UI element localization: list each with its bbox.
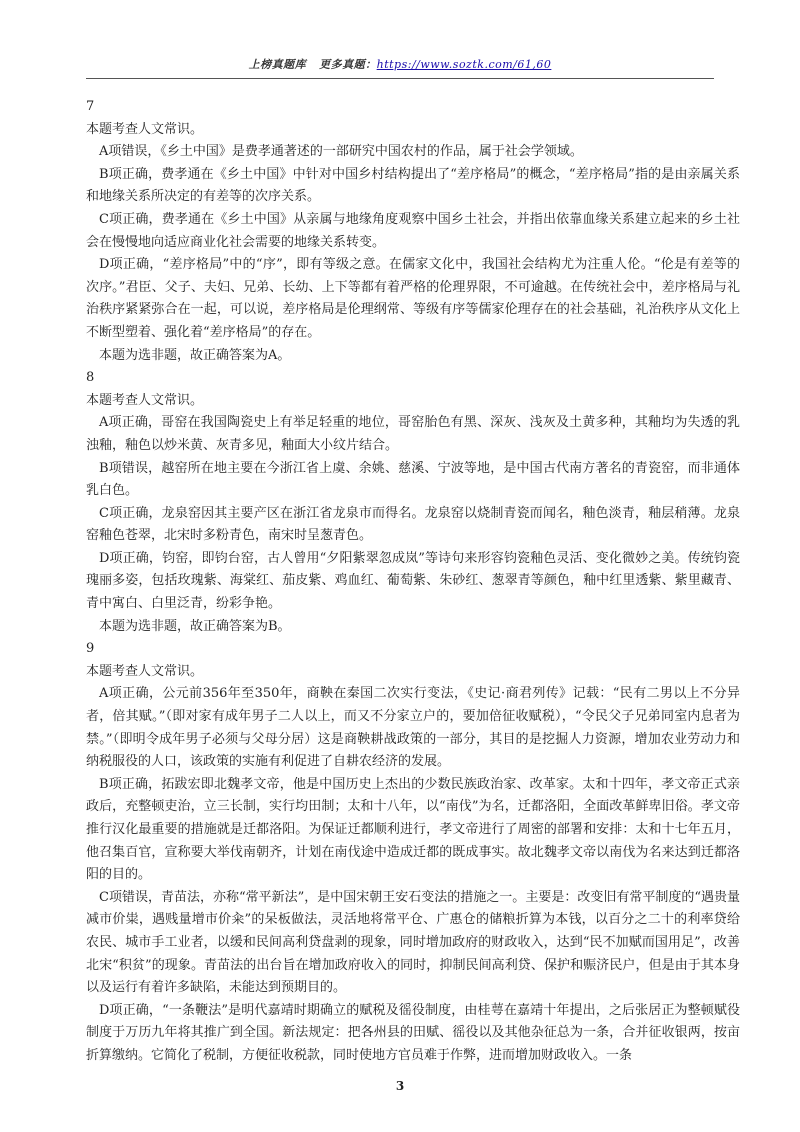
- question-number: 8: [86, 370, 95, 386]
- page-number: 3: [395, 1079, 405, 1093]
- header-url-link[interactable]: https://www.soztk.com/61,60: [376, 58, 552, 71]
- answer-paragraph: A项正确，哥窑在我国陶瓷史上有举足轻重的地位，哥窑胎色有黑、深灰、浅灰及土黄多种，其釉均为失透的乳浊釉，釉色以炒米黄、灰青多见，釉面大小纹片结合。: [86, 415, 740, 453]
- page-header: [0, 56, 800, 72]
- answer-paragraph: D项正确，“一条鞭法”是明代嘉靖时期确立的赋税及徭役制度，由桂萼在嘉靖十年提出，之后张居正为整顿赋役制度于万历九年将其推广到全国。新法规定：把各州县的田赋、徭役以及其他杂征总为一条，合并征收银两，按亩折算缴纳。它简化了税制，方便征收税款，同时使地方官员难于作弊，进而增加财政收入。一条: [86, 1002, 740, 1063]
- header-divider: [86, 78, 714, 79]
- question-intro: 本题考查人文常识。: [86, 663, 204, 679]
- answer-paragraph: C项正确，费孝通在《乡土中国》从亲属与地缘角度观察中国乡土社会，并指出依靠血缘关系建立起来的乡土社会在慢慢地向适应商业化社会需要的地缘关系转变。: [86, 211, 740, 250]
- answer-conclusion: 本题为选非题，故正确答案为B。: [99, 618, 291, 634]
- answer-paragraph: B项错误，越窑所在地主要在今浙江省上虞、余姚、慈溪、宁波等地，是中国古代南方著名的青瓷窑，而非通体乳白色。: [86, 460, 740, 499]
- answer-paragraph: C项错误，青苗法，亦称“常平新法”，是中国宋朝王安石变法的措施之一。主要是：改变旧有常平制度的“遇贵量减市价粜，遇贱量增市价籴”的呆板做法，灵活地将常平仓、广惠仓的储粮折算为本钱，以百分之二十的利率贷给农民、城市手工业者，以缓和民间高利贷盘剥的现象，同时增加政府的财政收入，达到“民不加赋而国用足”，改善北宋“积贫”的现象。青苗法的出台旨在增加政府收入的同时，抑制民间高利贷、保护和赈济民户，但是由于其本身以及运行有着许多缺陷，未能达到预期目的。: [86, 889, 740, 996]
- answer-paragraph: B项正确，费孝通在《乡土中国》中针对中国乡村结构提出了“差序格局”的概念，“差序格局”指的是由亲属关系和地缘关系所决定的有差等的次序关系。: [86, 166, 740, 205]
- answer-paragraph: A项错误，《乡土中国》是费孝通著述的一部研究中国农村的作品，属于社会学领域。: [99, 144, 583, 160]
- question-intro: 本题考查人文常识。: [86, 121, 204, 137]
- answer-paragraph: D项正确，钧窑，即钧台窑，古人曾用“夕阳紫翠忽成岚”等诗句来形容钧瓷釉色灵活、变化微妙之美。传统钧瓷瑰丽多姿，包括玫瑰紫、海棠红、茄皮紫、鸡血红、葡萄紫、朱砂红、葱翠青等颜色，釉中红里透紫、紫里藏青、青中寓白、白里泛青，纷彩争艳。: [86, 550, 740, 612]
- question-number: 7: [86, 99, 95, 114]
- answer-conclusion: 本题为选非题，故正确答案为A。: [99, 347, 291, 363]
- question-intro: 本题考查人文常识。: [86, 392, 204, 408]
- answer-paragraph: D项正确，“差序格局”中的“序”，即有等级之意。在儒家文化中，我国社会结构尤为注重人伦。“伦是有差等的次序。”君臣、父子、夫妇、兄弟、长幼、上下等都有着严格的伦理界限，不可逾越。在传统社会中，差序格局与礼治秩序紧紧弥合在一起，可以说，差序格局是伦理纲常、等级有序等儒家伦理存在的社会基础，礼治秩序从文化上不断型塑着、强化着“差序格局”的存在。: [86, 257, 740, 340]
- answer-paragraph: C项正确，龙泉窑因其主要产区在浙江省龙泉市而得名。龙泉窑以烧制青瓷而闻名，釉色淡青，釉层稍薄。龙泉窑釉色苍翠，北宋时多粉青色，南宋时呈葱青色。: [86, 505, 740, 544]
- question-number: 9: [86, 641, 95, 657]
- page-content: [86, 96, 740, 1068]
- answer-paragraph: A项正确，公元前356年至350年，商鞅在秦国二次实行变法，《史记·商君列传》记载：“民有二男以上不分异者，倍其赋。”（即对家有成年男子二人以上，而又不分家立户的，要加倍征收赋税），“令民父子兄弟同室内息者为禁。”（即明令成年男子必须与父母分居）这是商鞅耕战政策的一部分，其目的是挖掘人力资源，增加农业劳动力和纳税服役的人口，该政策的实施有利促进了自耕农经济的发展。: [86, 686, 740, 770]
- answer-paragraph: B项正确，拓跋宏即北魏孝文帝，他是中国历史上杰出的少数民族政治家、改革家。太和十四年，孝文帝正式亲政后，充整顿吏治，立三长制，实行均田制；太和十八年，以“南伐”为名，迁都洛阳，全面改革鲜卑旧俗。孝文帝推行汉化最重要的措施就是迁都洛阳。为保证迁都顺利进行，孝文帝进行了周密的部署和安排：太和十七年五月，他召集百官，宣称要大举伐南朝齐，计划在南伐途中造成迁都的既成事实。故北魏孝文帝以南伐为名来达到迁都洛阳的目的。: [86, 776, 740, 883]
- header-label-mid: 更多真题：: [319, 58, 377, 71]
- header-label-left: 上榜真题库: [248, 58, 307, 71]
